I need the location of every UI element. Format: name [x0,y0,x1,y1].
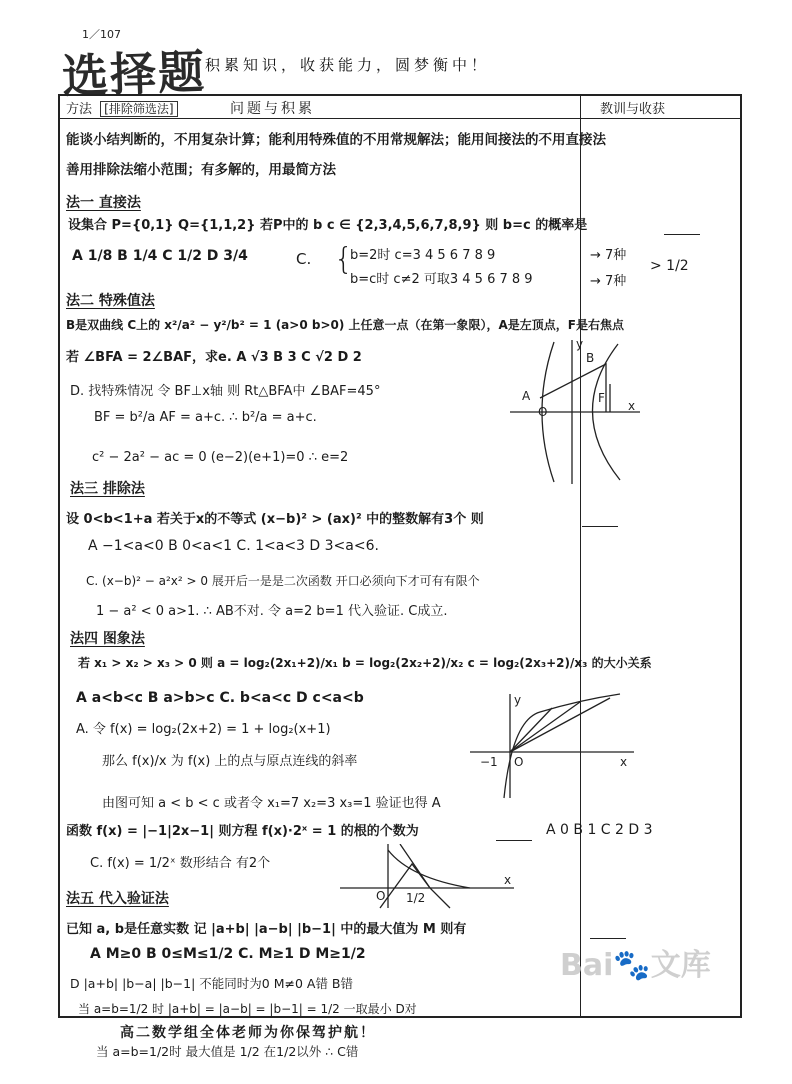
section-substitution-method: 法五 代入验证法 [66,891,169,907]
m4-solution-1: A. 令 f(x) = log₂(2x+2) = 1 + log₂(x+1) [76,722,331,737]
answer-blank-5 [590,936,626,939]
slope-line-2 [510,702,580,752]
m1-question: 设集合 P={0,1} Q={1,1,2} 若P中的 b c ∈ {2,3,4,5,6,7,8,9} 则 b=c 的概率是 [68,218,588,233]
header-method-label: 方法 [66,102,93,117]
g1-label-y: y [576,337,584,351]
m1-answer: C. [296,250,312,268]
g1-label-x: x [628,399,636,413]
m3-solution-1: C. (x−b)² − a²x² > 0 展开后一是是二次函数 开口必须向下才可有有限个 [86,574,480,588]
m5-solution-3: 当 a=b=1/2时 最大值是 1/2 在1/2以外 ∴ C错 [96,1044,359,1059]
header-method-box: [排除筛选法] [100,101,177,117]
g2-label-y: y [514,693,522,707]
exp-curve [388,850,470,888]
m5-question: 已知 a, b是任意实数 记 |a+b| |a−b| |b−1| 中的最大值为 M 则有 [66,922,467,937]
m1-options: A 1/8 B 1/4 C 1/2 D 3/4 [72,248,248,264]
exp-function-graph [340,844,520,910]
g2-label-neg1: −1 [480,755,498,769]
m1-count-1: → 7种 [590,248,627,263]
m1-case-2: b=c时 c≠2 可取3 4 5 6 7 8 9 [350,272,533,287]
m1-count-2: → 7种 [590,274,627,289]
header-problems: 问题与积累 [230,101,315,117]
hyperbola-graph [510,334,650,484]
g3-label-half: 1/2 [406,891,426,905]
m5-solution-2: 当 a=b=1/2 时 |a+b| = |a−b| = |b−1| = 1/2 一取最小 D对 [78,1002,417,1016]
m1-result: > 1/2 [650,258,689,274]
m4-solution-2: 那么 f(x)/x 为 f(x) 上的点与原点连线的斜率 [102,754,358,769]
column-divider [580,96,581,1016]
g2-label-x: x [620,755,628,769]
title-char-1: 选 [61,47,112,104]
m4-question-2-solution: C. f(x) = 1/2ˣ 数形结合 有2个 [90,856,271,871]
page-counter: 1／107 [82,28,121,41]
m4-question-2: 函数 f(x) = |−1|2x−1| 则方程 f(x)·2ˣ = 1 的根的个数为 [66,824,419,839]
m5-options: A M≥0 B 0≤M≤1/2 C. M≥1 D M≥1/2 [90,946,366,962]
g1-label-o: O [538,405,548,419]
g1-label-a: A [522,389,531,403]
m2-solution-1: D. 找特殊情况 令 BF⊥x轴 则 Rt△BFA中 ∠BAF=45° [70,384,381,399]
m1-brace: { [334,242,354,277]
m5-solution-1: D |a+b| |b−a| |b−1| 不能同时为0 M≠0 A错 B错 [70,976,353,991]
m4-options: A a<b<c B a>b>c C. b<a<c D c<a<b [76,690,364,706]
title-char-3: 题 [157,44,208,101]
m3-options: A −1<a<0 B 0<a<1 C. 1<a<3 D 3<a<6. [88,538,379,554]
m2-question-1: B是双曲线 C上的 x²/a² − y²/b² = 1 (a>0 b>0) 上任意一点（在第一象限），A是左顶点，F是右焦点 [66,318,625,332]
m2-solution-3: c² − 2a² − ac = 0 (e−2)(e+1)=0 ∴ e=2 [92,450,349,465]
m2-solution-2: BF = b²/a AF = a+c. ∴ b²/a = a+c. [94,410,317,425]
slope-line-3 [510,708,552,752]
m4-question: 若 x₁ > x₂ > x₃ > 0 则 a = log₂(2x₁+2)/x₁ b = log₂(2x₂+2)/x₂ c = log₂(2x₃+2)/x₃ 的大小关系 [78,656,652,670]
title-char-2: 择 [109,46,160,102]
answer-blank-3 [582,524,618,527]
section-elimination-method: 法三 排除法 [70,481,145,497]
intro-line-1: 能谈小结判断的，不用复杂计算；能利用特殊值的不用常规解法；能用间接法的不用直接法 [66,132,606,148]
answer-blank-1 [664,232,700,235]
header-method [66,98,178,117]
footer-slogan: 高二数学组全体老师为你保驾护航！ [120,1025,376,1041]
section-direct-method: 法一 直接法 [66,195,141,211]
section-graph-method: 法四 图象法 [70,631,145,647]
g3-label-o: O [376,889,386,903]
g3-label-x: x [504,873,512,887]
answer-blank-4 [496,838,532,841]
baidu-wenku-watermark: Bai🐾文库 [560,948,711,983]
motto-banner: 积累知识，收获能力，圆梦衡中！ [205,56,491,74]
m4-solution-3: 由图可知 a < b < c 或者令 x₁=7 x₂=3 x₃=1 验证也得 A [102,796,441,811]
m3-question: 设 0<b<1+a 若关于x的不等式 (x−b)² > (ax)² 中的整数解有3个 则 [66,512,484,527]
m1-case-1: b=2时 c=3 4 5 6 7 8 9 [350,248,496,263]
g2-label-o: O [514,755,524,769]
g1-label-f: F [598,391,605,405]
section-special-value-method: 法二 特殊值法 [66,293,155,309]
m2-question-2: 若 ∠BFA = 2∠BAF，求e. A √3 B 3 C √2 D 2 [66,350,362,365]
header-lessons: 教训与收获 [600,102,666,117]
m4-question-2-options: A 0 B 1 C 2 D 3 [546,822,653,838]
intro-line-2: 善用排除法缩小范围；有多解的，用最简方法 [66,162,336,178]
g1-label-b: B [586,351,595,365]
log-function-graph [470,690,640,800]
m3-solution-2: 1 − a² < 0 a>1. ∴ AB不对. 令 a=2 b=1 代入验证. C成立. [96,604,448,619]
